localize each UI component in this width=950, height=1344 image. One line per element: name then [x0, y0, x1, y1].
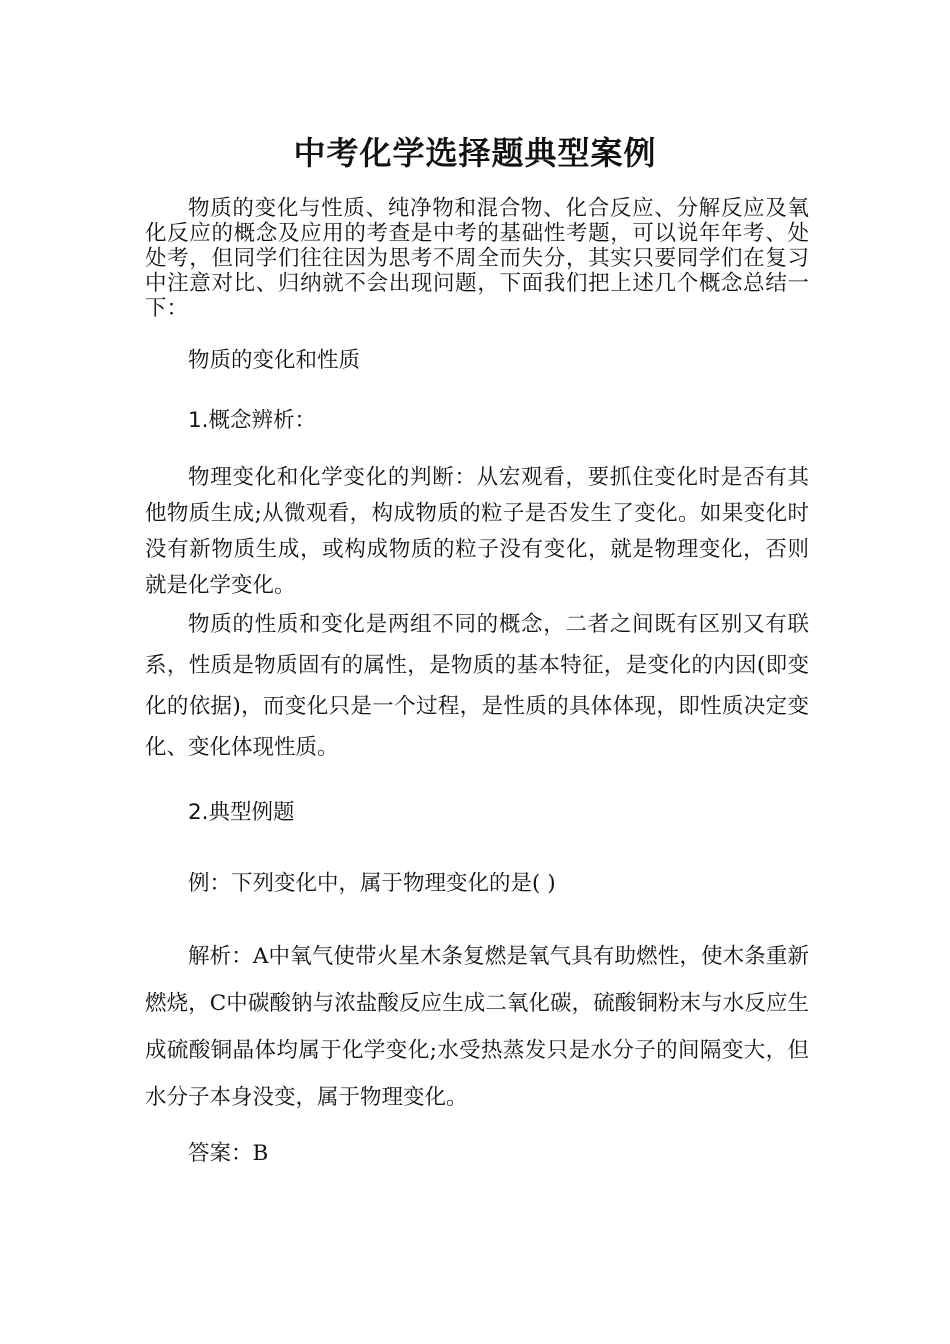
concept-paragraph-2: 物质的性质和变化是两组不同的概念，二者之间既有区别又有联系，性质是物质固有的属性，是物质的基本特征，是变化的内因(即变化的依据)，而变化只是一个过程，是性质的具体体现，即性质决定变化、变化体现性质。: [145, 612, 809, 760]
intro-paragraph: 物质的变化与性质、纯净物和混合物、化合反应、分解反应及氧化反应的概念及应用的考查是中考的基础性考题，可以说年年考、处处考，但同学们往往因为思考不周全而失分，其实只要同学们在复习中注意对比、归纳就不会出现问题，下面我们把上述几个概念总结一下：: [145, 196, 809, 321]
answer-text: 答案：B: [188, 1141, 269, 1166]
analysis-paragraph: 解析：A中氧气使带火星木条复燃是氧气具有助燃性，使木条重新燃烧，C中碳酸钠与浓盐酸反应生成二氧化碳，硫酸铜粉末与水反应生成硫酸铜晶体均属于化学变化;水受热蒸发只是水分子的间隔变大，但水分子本身没变，属于物理变化。: [145, 944, 809, 1110]
example-heading: 2.典型例题: [188, 800, 295, 825]
example-question: 例：下列变化中，属于物理变化的是( ): [188, 871, 556, 896]
page-title: 中考化学选择题典型案例: [293, 134, 657, 172]
section-heading: 物质的变化和性质: [188, 348, 361, 373]
concept-paragraph-1: 物理变化和化学变化的判断：从宏观看，要抓住变化时是否有其他物质生成;从微观看，构成物质的粒子是否发生了变化。如果变化时没有新物质生成，或构成物质的粒子没有变化，就是物理变化，否则就是化学变化。: [145, 465, 809, 598]
concept-heading: 1.概念辨析：: [188, 408, 317, 433]
